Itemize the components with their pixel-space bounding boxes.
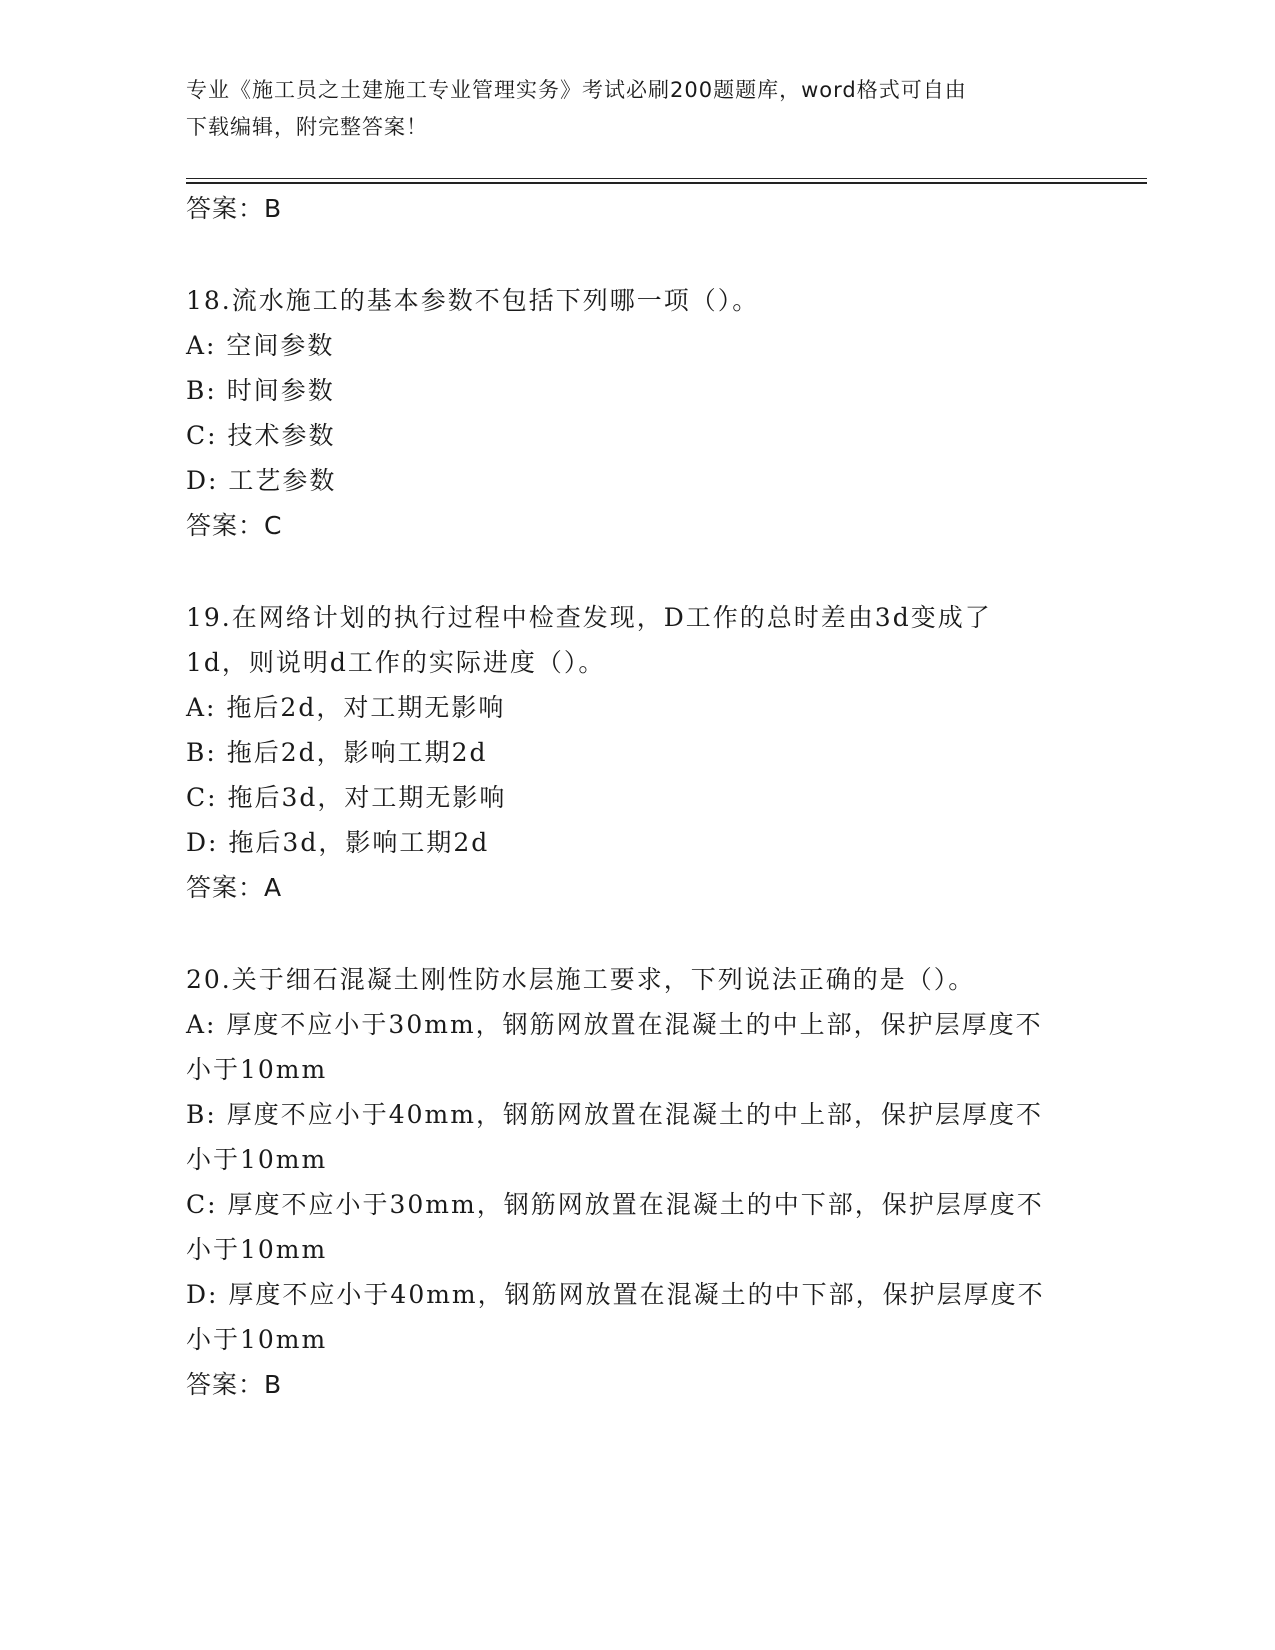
option-d: D: 工艺参数: [186, 466, 337, 495]
option-b: B: 拖后2d，影响工期2d: [186, 738, 488, 767]
header-line-2: 下载编辑，附完整答案！: [186, 115, 428, 139]
option-b-continued: 小于10mm: [186, 1145, 328, 1174]
answer-line: 答案：C: [186, 511, 283, 540]
option-c: C: 厚度不应小于30mm，钢筋网放置在混凝土的中下部，保护层厚度不: [186, 1190, 1044, 1219]
option-b: B: 时间参数: [186, 376, 335, 405]
answer-line: 答案：A: [186, 873, 283, 902]
answer-line: 答案：B: [186, 1370, 283, 1399]
header-divider-thin: [186, 178, 1147, 179]
option-a-continued: 小于10mm: [186, 1055, 328, 1084]
spacer: [186, 910, 1086, 957]
option-a: A: 空间参数: [186, 331, 335, 360]
option-c: C: 技术参数: [186, 421, 336, 450]
spacer: [186, 548, 1086, 595]
question-stem-continued: 1d，则说明d工作的实际进度（）。: [186, 648, 606, 677]
question-stem: 18.流水施工的基本参数不包括下列哪一项（）。: [186, 286, 760, 315]
option-d-continued: 小于10mm: [186, 1325, 328, 1354]
header-divider-thick: [186, 182, 1147, 184]
option-d: D: 厚度不应小于40mm，钢筋网放置在混凝土的中下部，保护层厚度不: [186, 1280, 1045, 1309]
question-stem: 20.关于细石混凝土刚性防水层施工要求，下列说法正确的是（）。: [186, 965, 976, 994]
question-18: [186, 278, 1086, 548]
option-c-continued: 小于10mm: [186, 1235, 328, 1264]
document-header: [186, 72, 1066, 146]
question-stem: 19.在网络计划的执行过程中检查发现，D工作的总时差由3d变成了: [186, 603, 992, 632]
option-d: D: 拖后3d，影响工期2d: [186, 828, 490, 857]
header-line-1: 专业《施工员之土建施工专业管理实务》考试必刷200题题库，word格式可自由: [186, 78, 967, 102]
question-19: [186, 595, 1086, 910]
option-a: A: 厚度不应小于30mm，钢筋网放置在混凝土的中上部，保护层厚度不: [186, 1010, 1043, 1039]
spacer: [186, 231, 1086, 278]
option-c: C: 拖后3d，对工期无影响: [186, 783, 507, 812]
option-a: A: 拖后2d，对工期无影响: [186, 693, 506, 722]
question-20: [186, 957, 1086, 1407]
answer-line: 答案：B: [186, 194, 283, 223]
option-b: B: 厚度不应小于40mm，钢筋网放置在混凝土的中上部，保护层厚度不: [186, 1100, 1043, 1129]
document-body: [186, 186, 1086, 1407]
